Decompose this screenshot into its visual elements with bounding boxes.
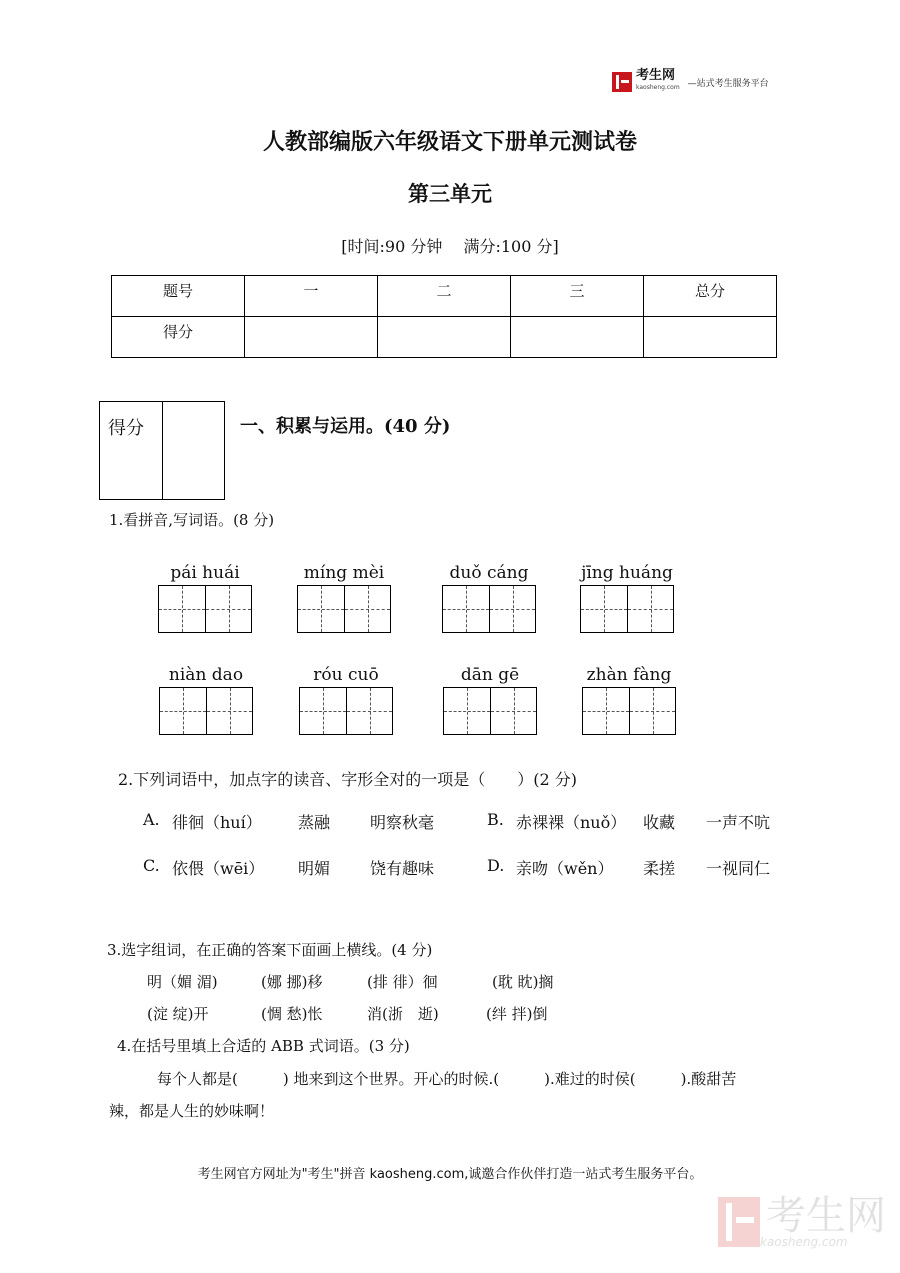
q3-choice: 明（媚 湄) [147, 973, 218, 991]
score-cell: 三 [511, 276, 644, 317]
score-table [111, 275, 777, 358]
q4-title: 4.在括号里填上合适的 ABB 式词语。(3 分) [117, 1037, 410, 1055]
kaosheng-logo-icon [612, 72, 632, 92]
score-table-header-row [112, 276, 777, 317]
pinyin-group [297, 563, 391, 633]
watermark-brand: 考生网 [766, 1193, 886, 1239]
option-c-word3: 饶有趣味 [370, 859, 435, 878]
pinyin-group [582, 665, 676, 735]
q3-choice: (淀 绽)开 [147, 1005, 209, 1023]
option-a-word3: 明察秋毫 [370, 813, 435, 832]
page-subtitle: 第三单元 [408, 181, 492, 206]
pinyin-label: pái huái [170, 563, 240, 583]
q4-sentence-line1: 每个人都是( ) 地来到这个世界。开心的时候.( ).难过的时侯( ).酸甜苦 [157, 1070, 737, 1088]
pinyin-label: míng mèi [303, 563, 385, 583]
writing-grid [158, 585, 252, 633]
pinyin-group [442, 563, 536, 633]
pinyin-group [580, 563, 674, 633]
writing-grid [159, 687, 253, 735]
logo-brand: 考生网 [636, 68, 676, 83]
q3-choice: (排 徘）徊 [367, 973, 438, 991]
pinyin-label: niàn dao [168, 665, 244, 685]
option-d-word1: 亲吻（wěn） [516, 859, 614, 878]
writing-grid [582, 687, 676, 735]
pinyin-group [299, 665, 393, 735]
writing-grid [299, 687, 393, 735]
option-a-letter: A. [143, 810, 160, 829]
writing-grid [443, 687, 537, 735]
pinyin-label: dān gē [460, 665, 520, 685]
score-cell: 一 [245, 276, 378, 317]
q3-title: 3.选字组词，在正确的答案下面画上横线。(4 分) [107, 941, 433, 959]
q3-choice: (耽 眈)搁 [492, 973, 554, 991]
q2-title: 2.下列词语中，加点字的读音、字形全对的一项是（ ）(2 分) [118, 770, 578, 789]
score-input-cell [245, 317, 378, 358]
watermark [718, 1193, 886, 1249]
option-b-word2: 收藏 [643, 813, 676, 832]
q3-choice: (娜 挪)移 [261, 973, 323, 991]
score-cell: 总分 [644, 276, 777, 317]
score-table-score-row [112, 317, 777, 358]
pinyin-label: zhàn fàng [586, 665, 672, 685]
time-info: [时间:90 分钟 满分:100 分] [341, 237, 559, 256]
score-box-divider [162, 402, 163, 499]
option-b-word3: 一声不吭 [706, 813, 771, 832]
score-input-cell [378, 317, 511, 358]
pinyin-label: róu cuō [313, 665, 379, 685]
option-d-word3: 一视同仁 [706, 859, 771, 878]
pinyin-group [159, 665, 253, 735]
q4-sentence-line2: 辣，都是人生的妙味啊！ [109, 1102, 275, 1120]
section-score-box [99, 401, 225, 500]
option-c-letter: C. [143, 856, 160, 875]
page-title: 人教部编版六年级语文下册单元测试卷 [262, 129, 637, 155]
writing-grid [580, 585, 674, 633]
q1-title: 1.看拼音,写词语。(8 分) [109, 511, 275, 529]
option-b-word1: 赤裸裸（nuǒ） [516, 813, 627, 832]
option-a-word2: 蒸融 [298, 813, 331, 832]
watermark-domain: kaosheng.com [760, 1235, 848, 1249]
q3-choice: 消(浙 逝) [367, 1005, 439, 1023]
option-c-word2: 明媚 [298, 859, 331, 878]
section-1-heading: 一、积累与运用。(40 分) [240, 416, 451, 437]
score-cell: 得分 [112, 317, 245, 358]
q3-choice: (惆 愁)怅 [261, 1005, 323, 1023]
logo-domain: kaosheng.com [636, 84, 680, 91]
pinyin-group [443, 665, 537, 735]
option-a-word1: 徘徊（huí） [172, 813, 262, 832]
footer-note: 考生网官方网址为"考生"拼音 kaosheng.com,诚邀合作伙伴打造一站式考生服务平台。 [197, 1167, 703, 1182]
pinyin-group [158, 563, 252, 633]
score-cell: 二 [378, 276, 511, 317]
score-input-cell [644, 317, 777, 358]
logo-slogan: —站式考生服务平台 [687, 78, 769, 89]
pinyin-label: duǒ cáng [449, 563, 529, 583]
option-d-letter: D. [487, 856, 505, 875]
score-box-label: 得分 [108, 418, 144, 439]
pinyin-label: jīng huáng [581, 563, 673, 583]
writing-grid [297, 585, 391, 633]
option-b-letter: B. [487, 810, 504, 829]
q3-choice: (绊 拌)倒 [486, 1005, 548, 1023]
kaosheng-watermark-icon [718, 1197, 760, 1247]
option-d-word2: 柔搓 [643, 859, 676, 878]
writing-grid [442, 585, 536, 633]
score-input-cell [511, 317, 644, 358]
option-c-word1: 依偎（wēi） [172, 859, 265, 878]
header-logo [612, 70, 769, 94]
score-cell: 题号 [112, 276, 245, 317]
